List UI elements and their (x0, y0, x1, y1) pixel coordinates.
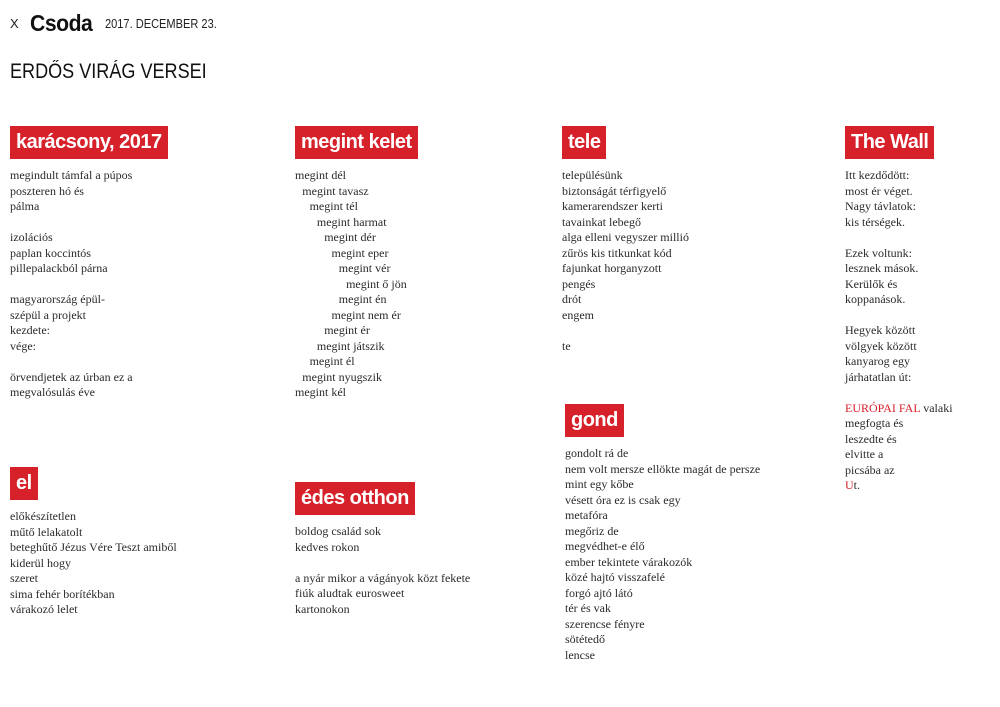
poem-line: zűrös kis titkunkat kód (562, 245, 672, 260)
poem-line: fiúk aludtak eurosweet (295, 586, 405, 600)
poem-title-tag: édes otthon (295, 482, 415, 515)
close-button[interactable]: X (10, 15, 19, 31)
poem-line: kartonokon (295, 601, 350, 616)
poem-title-tag: karácsony, 2017 (10, 126, 168, 159)
poem-el (10, 467, 177, 618)
poem-line: megint tél (309, 199, 358, 213)
poem-title-tag: gond (565, 404, 624, 437)
poem-line: sima fehér borítékban (10, 586, 115, 601)
poem-line: megint tavasz (302, 183, 369, 198)
poem-lines (10, 509, 177, 618)
poem-line: tér és vak (565, 601, 611, 615)
poem-line: megint vér (338, 261, 391, 275)
highlight-text: U (845, 478, 854, 492)
poem-line (295, 555, 470, 571)
poem-line: lesznek mások. (845, 261, 919, 275)
poem-line: vége: (10, 338, 36, 353)
poem-line: elvitte a (845, 447, 884, 461)
poem-lines (10, 168, 168, 401)
poem-line: biztonságát térfigyelő (562, 183, 667, 198)
poem-edes-otthon (295, 482, 470, 617)
poem-line: drót (562, 292, 582, 306)
poem-karacsony (10, 126, 168, 401)
poem-line: megint dél (295, 168, 346, 182)
poem-line: járhatatlan út: (845, 369, 912, 384)
poem-line: ember tekintete várakozók (565, 554, 693, 569)
poem-line: nem volt mersze ellökte magát de persze (565, 461, 761, 476)
poem-line: megint nem ér (331, 307, 401, 322)
page-title: ERDŐS VIRÁG VERSEI (10, 60, 207, 83)
poem-line: műtő lelakatolt (10, 524, 83, 539)
poem-line: mint egy kőbe (565, 477, 634, 491)
poem-line: magyarország épül- (10, 292, 105, 306)
poem-line (845, 230, 953, 246)
poem-line: pengés (562, 276, 596, 291)
poem-line: pálma (10, 199, 40, 213)
poem-line (845, 385, 953, 401)
poem-line: megint eper (331, 245, 389, 260)
poem-line: poszteren hó és (10, 183, 84, 198)
poem-line: Hegyek között (845, 323, 916, 337)
poem-the-wall (845, 126, 953, 494)
poem-line: megint harmat (316, 214, 387, 229)
poem-line: kedves rokon (295, 539, 360, 554)
poem-line: Nagy távlatok: (845, 199, 916, 213)
poem-line (10, 277, 168, 293)
poem-line: paplan koccintós (10, 245, 91, 260)
poem-line: Kerülők és (845, 276, 898, 291)
poem-line (845, 308, 953, 324)
poem-line: Itt kezdődött: (845, 168, 910, 182)
poem-line (562, 323, 689, 339)
poem-line: vésett óra ez is csak egy (565, 492, 681, 507)
poem-line: EURÓPAI FAL valaki (845, 400, 953, 415)
poem-line: előkészítetlen (10, 509, 76, 523)
poem-line: fajunkat horganyzott (562, 261, 662, 275)
poem-line: izolációs (10, 230, 53, 244)
poem-lines (562, 168, 689, 354)
issue-date: 2017. DECEMBER 23. (105, 15, 218, 31)
poem-tele (562, 126, 689, 354)
poem-line: gondolt rá de (565, 446, 629, 460)
poem-line: forgó ajtó látó (565, 585, 633, 600)
poem-line: pillepalackból párna (10, 261, 108, 275)
poem-line: koppanások. (845, 292, 906, 306)
poem-line: megint játszik (316, 338, 385, 353)
poem-line (10, 354, 168, 370)
poem-line: megint kél (295, 385, 346, 399)
poem-title-tag: tele (562, 126, 606, 159)
poem-line: Ezek voltunk: (845, 245, 912, 260)
highlight-text: EURÓPAI FAL (845, 400, 921, 415)
poem-line: völgyek között (845, 338, 917, 353)
poem-line: a nyár mikor a vágányok közt fekete (295, 570, 471, 585)
poem-line: beteghűtő Jézus Vére Teszt amiből (10, 540, 177, 554)
poem-line: lencse (565, 647, 595, 662)
poem-line: most ér véget. (845, 183, 913, 198)
poem-line: megint én (338, 292, 387, 306)
poem-line: kanyarog egy (845, 354, 910, 368)
poem-line: engem (562, 307, 594, 322)
poem-line: te (562, 338, 571, 353)
poem-line: kis térségek. (845, 214, 905, 229)
poem-line: megint ő jön (346, 276, 407, 291)
poem-line: kiderül hogy (10, 555, 71, 570)
poem-line: megint él (309, 354, 355, 368)
poem-line: megint nyugszik (302, 369, 382, 384)
poem-line: örvendjetek az úrban ez a (10, 369, 133, 384)
poem-line: metafóra (565, 508, 608, 522)
poem-title-tag: el (10, 467, 38, 500)
poem-line: szerencse fényre (565, 616, 645, 631)
poem-line (10, 215, 168, 231)
poem-line: megint dér (324, 230, 376, 244)
poem-line: megőriz de (565, 523, 619, 538)
poem-lines (295, 168, 418, 401)
poem-line: leszedte és (845, 431, 897, 446)
poem-line: településünk (562, 168, 623, 182)
poem-lines (295, 524, 470, 617)
poem-line: boldog család sok (295, 524, 381, 538)
poem-line: megvalósulás éve (10, 385, 95, 399)
poem-line: megvédhet-e élő (565, 539, 645, 553)
poem-line: alga elleni vegyszer millió (562, 230, 689, 244)
poem-line: megfogta és (845, 416, 904, 430)
poem-line: közé hajtó visszafelé (565, 570, 665, 584)
poem-lines (565, 446, 760, 663)
poem-line: megint ér (324, 323, 370, 337)
poem-title-tag: megint kelet (295, 126, 418, 159)
poem-lines (845, 168, 953, 494)
poem-line: szépül a projekt (10, 307, 86, 322)
header-bar (10, 8, 237, 38)
section-label: Csoda (29, 9, 93, 36)
poem-megint-kelet (295, 126, 418, 401)
poem-gond (565, 404, 760, 663)
poem-line: kezdete: (10, 323, 50, 337)
poem-line: tavainkat lebegő (562, 214, 641, 229)
poem-line: várakozó lelet (10, 602, 78, 616)
poem-line: megindult támfal a púpos (10, 168, 133, 182)
poem-line: szeret (10, 571, 38, 585)
poem-line: Ut. (845, 478, 861, 492)
poem-title-tag: The Wall (845, 126, 934, 159)
poem-line: picsába az (845, 462, 895, 477)
poem-line: sötétedő (565, 632, 605, 646)
poem-line: kamerarendszer kerti (562, 199, 663, 213)
